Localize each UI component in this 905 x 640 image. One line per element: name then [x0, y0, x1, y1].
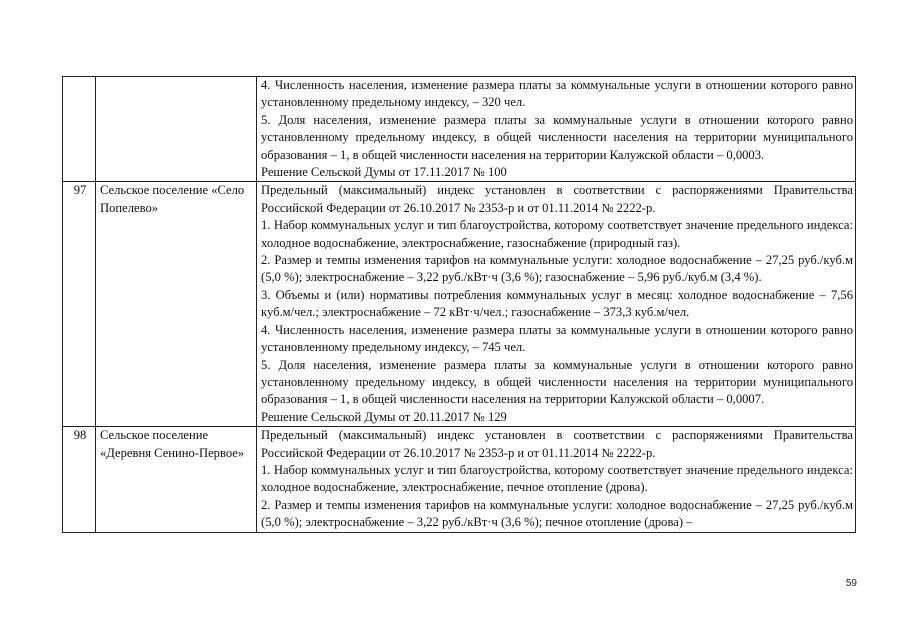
paragraph: 1. Набор коммунальных услуг и тип благоустройства, которому соответствует значение предельного индекса: холодное водоснабжение, электроснабжение, печное отопление (дрова). — [261, 462, 853, 495]
paragraph: 2. Размер и темпы изменения тарифов на коммунальные услуги: холодное водоснабжение – 27,25 руб./куб.м (5,0 %); электроснабжение – 3,22 руб./кВт·ч (3,6 %); печное отопление (дрова) – — [261, 497, 853, 530]
table-row — [63, 427, 856, 532]
index-description-cell — [257, 427, 856, 532]
settlement-name-cell: Сельское поселение «Село Попелево» — [96, 182, 257, 427]
paragraph: Предельный (максимальный) индекс установлен в соответствии с распоряжениями Правительства Российской Федерации от 26.10.2017 № 2353-р и от 01.11.2014 № 2222-р. — [261, 428, 853, 460]
tariff-index-table — [62, 76, 856, 533]
settlement-name-cell — [96, 77, 257, 182]
page-number: 59 — [845, 578, 857, 589]
paragraph: 4. Численность населения, изменение размера платы за коммунальные услуги в отношении которого равно установленному предельному индексу, – 320 чел. — [261, 78, 853, 110]
paragraph: 1. Набор коммунальных услуг и тип благоустройства, которому соответствует значение предельного индекса: холодное водоснабжение, электроснабжение, газоснабжение (природный газ). — [261, 218, 853, 250]
row-number-cell: 97 — [63, 182, 96, 427]
paragraph: 5. Доля населения, изменение размера платы за коммунальные услуги в отношении которого равно установленному предельному индексу, в общей численности населения на территории муниципального образования – 1, в общей численности населения на территории Калужской области – 0,0003. — [261, 112, 853, 162]
index-description-cell — [257, 182, 856, 427]
decision-reference: Решение Сельской Думы от 17.11.2017 № 100 — [261, 165, 507, 180]
paragraph: 5. Доля населения, изменение размера платы за коммунальные услуги в отношении которого равно установленному предельному индексу, в общей численности населения на территории муниципального образования – 1, в общей численности населения на территории Калужской области – 0,0007. — [261, 357, 853, 407]
table-row — [63, 77, 856, 182]
decision-reference: Решение Сельской Думы от 20.11.2017 № 129 — [261, 409, 507, 424]
paragraph: Предельный (максимальный) индекс установлен в соответствии с распоряжениями Правительства Российской Федерации от 26.10.2017 № 2353-р и от 01.11.2014 № 2222-р. — [261, 183, 853, 215]
paragraph: 2. Размер и темпы изменения тарифов на коммунальные услуги: холодное водоснабжение – 27,25 руб./куб.м (5,0 %); электроснабжение – 3,22 руб./кВт·ч (3,6 %); газоснабжение – 5,96 руб./куб.м (3,4 %). — [261, 253, 853, 285]
row-number-cell: 98 — [63, 427, 96, 532]
settlement-name-cell: Сельское поселение «Деревня Сенино-Первое» — [96, 427, 257, 532]
index-description-cell — [257, 77, 856, 182]
row-number-cell — [63, 77, 96, 182]
paragraph: 3. Объемы и (или) нормативы потребления коммунальных услуг в месяц: холодное водоснабжение – 7,56 куб.м/чел.; электроснабжение – 72 кВт·ч/чел.; газоснабжение – 373,3 куб.м/чел. — [261, 287, 853, 320]
table-row — [63, 182, 856, 427]
paragraph: 4. Численность населения, изменение размера платы за коммунальные услуги в отношении которого равно установленному предельному индексу, – 745 чел. — [261, 322, 853, 355]
